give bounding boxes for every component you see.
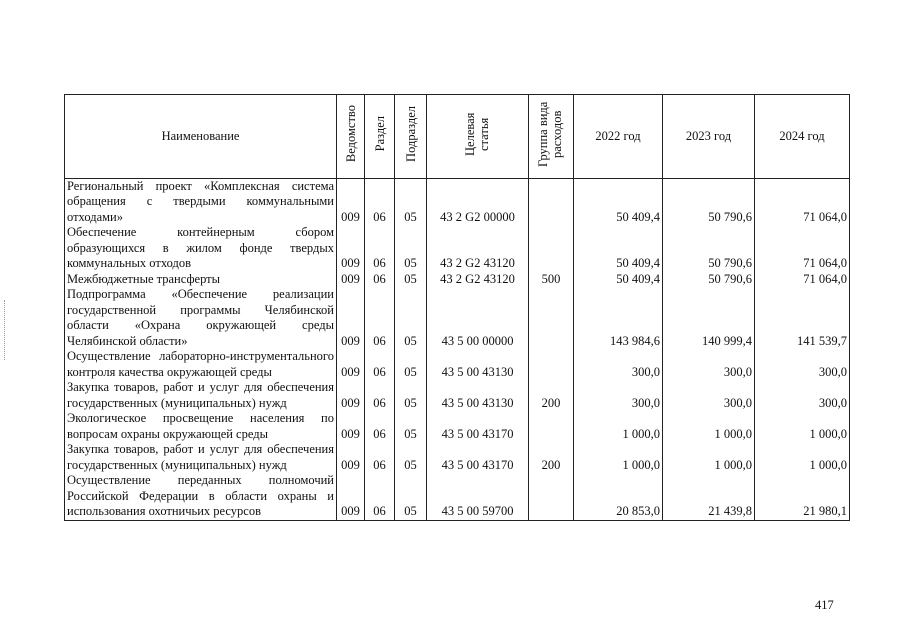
- row-amount-2024: 300,0: [755, 349, 850, 380]
- row-target: 43 5 00 43170: [427, 442, 529, 473]
- header-razdel: Раздел: [365, 95, 395, 179]
- row-amount-2022: 300,0: [574, 349, 663, 380]
- scan-edge-mark: [4, 300, 6, 360]
- row-razdel: 06: [365, 411, 395, 442]
- row-vedomstvo: 009: [337, 473, 365, 520]
- row-group: [529, 411, 574, 442]
- row-name: Межбюджетные трансферты: [65, 272, 337, 288]
- row-amount-2024: 141 539,7: [755, 287, 850, 349]
- row-group: [529, 178, 574, 225]
- row-amount-2024: 1 000,0: [755, 442, 850, 473]
- table-row: [65, 178, 850, 225]
- row-amount-2023: 300,0: [663, 380, 755, 411]
- row-razdel: 06: [365, 272, 395, 288]
- row-razdel: 06: [365, 380, 395, 411]
- row-amount-2022: 1 000,0: [574, 442, 663, 473]
- row-podrazdel: 05: [395, 287, 427, 349]
- row-vedomstvo: 009: [337, 272, 365, 288]
- row-group: 200: [529, 380, 574, 411]
- row-podrazdel: 05: [395, 411, 427, 442]
- row-group: 200: [529, 442, 574, 473]
- row-amount-2023: 300,0: [663, 349, 755, 380]
- table-row: [65, 380, 850, 411]
- row-amount-2023: 1 000,0: [663, 442, 755, 473]
- header-vedomstvo: Ведомство: [337, 95, 365, 179]
- header-podrazdel: Подраздел: [395, 95, 427, 179]
- row-name: Подпрограмма «Обеспечение реализации государственной программы Челябинской области «Охрана окружающей среды Челябинской области»: [65, 287, 337, 349]
- row-amount-2024: 71 064,0: [755, 225, 850, 272]
- row-amount-2022: 50 409,4: [574, 225, 663, 272]
- row-amount-2024: 71 064,0: [755, 272, 850, 288]
- row-group: [529, 287, 574, 349]
- row-amount-2024: 21 980,1: [755, 473, 850, 520]
- row-amount-2023: 140 999,4: [663, 287, 755, 349]
- row-target: 43 5 00 43130: [427, 349, 529, 380]
- row-name: Закупка товаров, работ и услуг для обеспечения государственных (муниципальных) нужд: [65, 442, 337, 473]
- row-podrazdel: 05: [395, 178, 427, 225]
- row-podrazdel: 05: [395, 442, 427, 473]
- row-name: Осуществление лабораторно-инструментального контроля качества окружающей среды: [65, 349, 337, 380]
- row-target: 43 5 00 43170: [427, 411, 529, 442]
- row-amount-2022: 50 409,4: [574, 178, 663, 225]
- row-amount-2024: 1 000,0: [755, 411, 850, 442]
- row-name: Осуществление переданных полномочий Российской Федерации в области охраны и использования охотничьих ресурсов: [65, 473, 337, 520]
- row-razdel: 06: [365, 178, 395, 225]
- table-row: [65, 411, 850, 442]
- header-2024: 2024 год: [755, 95, 850, 179]
- row-razdel: 06: [365, 349, 395, 380]
- row-amount-2024: 71 064,0: [755, 178, 850, 225]
- table-row: [65, 442, 850, 473]
- row-vedomstvo: 009: [337, 380, 365, 411]
- row-target: 43 5 00 43130: [427, 380, 529, 411]
- row-target: 43 2 G2 43120: [427, 272, 529, 288]
- row-amount-2022: 143 984,6: [574, 287, 663, 349]
- row-razdel: 06: [365, 287, 395, 349]
- row-vedomstvo: 009: [337, 411, 365, 442]
- row-podrazdel: 05: [395, 225, 427, 272]
- header-2023: 2023 год: [663, 95, 755, 179]
- row-group: 500: [529, 272, 574, 288]
- row-group: [529, 349, 574, 380]
- row-amount-2023: 1 000,0: [663, 411, 755, 442]
- row-target: 43 2 G2 00000: [427, 178, 529, 225]
- page-number: 417: [815, 598, 834, 612]
- row-razdel: 06: [365, 225, 395, 272]
- row-amount-2023: 50 790,6: [663, 178, 755, 225]
- row-podrazdel: 05: [395, 349, 427, 380]
- row-razdel: 06: [365, 473, 395, 520]
- row-amount-2022: 20 853,0: [574, 473, 663, 520]
- row-podrazdel: 05: [395, 473, 427, 520]
- row-amount-2022: 1 000,0: [574, 411, 663, 442]
- row-target: 43 5 00 00000: [427, 287, 529, 349]
- row-vedomstvo: 009: [337, 287, 365, 349]
- row-group: [529, 473, 574, 520]
- row-amount-2023: 21 439,8: [663, 473, 755, 520]
- table-row: [65, 473, 850, 520]
- row-podrazdel: 05: [395, 272, 427, 288]
- table-row: [65, 349, 850, 380]
- row-amount-2024: 300,0: [755, 380, 850, 411]
- header-target: Целевая статья: [427, 95, 529, 179]
- row-name: Региональный проект «Комплексная система обращения с твердыми коммунальными отходами»: [65, 178, 337, 225]
- table-row: [65, 225, 850, 272]
- table-row: [65, 272, 850, 288]
- header-name: Наименование: [65, 95, 337, 179]
- row-vedomstvo: 009: [337, 178, 365, 225]
- header-group: Группа вида расходов: [529, 95, 574, 179]
- header-2022: 2022 год: [574, 95, 663, 179]
- row-amount-2023: 50 790,6: [663, 272, 755, 288]
- row-target: 43 5 00 59700: [427, 473, 529, 520]
- row-amount-2022: 300,0: [574, 380, 663, 411]
- row-vedomstvo: 009: [337, 442, 365, 473]
- row-podrazdel: 05: [395, 380, 427, 411]
- row-name: Обеспечение контейнерным сбором образующихся в жилом фонде твердых коммунальных отходов: [65, 225, 337, 272]
- row-name: Закупка товаров, работ и услуг для обеспечения государственных (муниципальных) нужд: [65, 380, 337, 411]
- table-row: [65, 287, 850, 349]
- row-name: Экологическое просвещение населения по вопросам охраны окружающей среды: [65, 411, 337, 442]
- table-header-row: [65, 95, 850, 179]
- row-amount-2022: 50 409,4: [574, 272, 663, 288]
- row-vedomstvo: 009: [337, 225, 365, 272]
- row-target: 43 2 G2 43120: [427, 225, 529, 272]
- row-amount-2023: 50 790,6: [663, 225, 755, 272]
- budget-table: [64, 94, 850, 521]
- row-group: [529, 225, 574, 272]
- row-vedomstvo: 009: [337, 349, 365, 380]
- row-razdel: 06: [365, 442, 395, 473]
